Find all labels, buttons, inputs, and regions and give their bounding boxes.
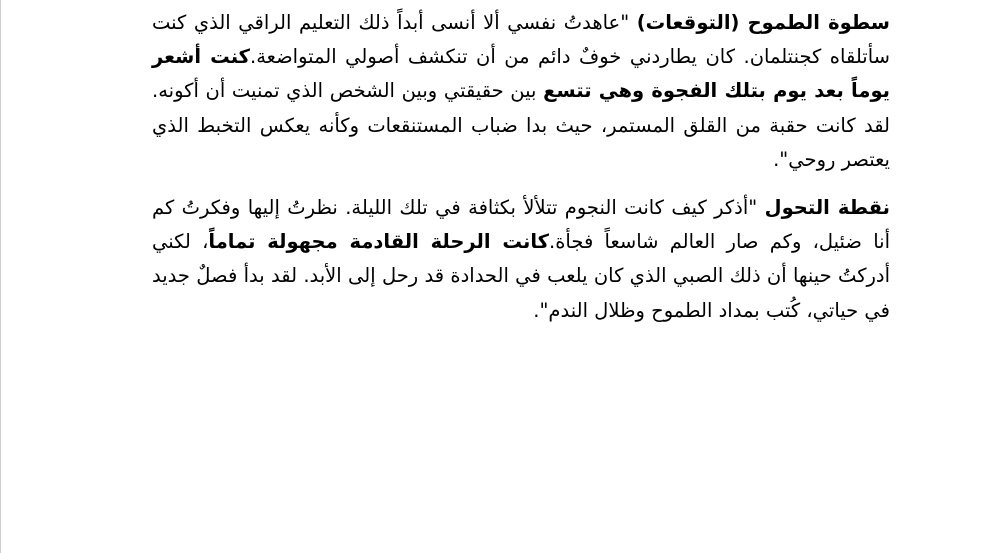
- page-left-border: [0, 0, 1, 553]
- document-body: [152, 6, 890, 328]
- paragraph-text: "عاهدتُ نفسي ألا أنسى أبداً ذلك التعليم الراقي الذي كنت سأتلقاه كجنتلمان. كان يطاردني خوفٌ دائم من أن تنكشف أصولي المتواضعة.: [152, 11, 890, 69]
- paragraph-ambition: [152, 6, 890, 177]
- emphasis-text: كنت أشعر يوماً بعد يوم بتلك الفجوة وهي تتسع: [152, 45, 890, 103]
- paragraph-text: بين حقيقتي وبين الشخص الذي تمنيت أن أكونه. لقد كانت حقبة من القلق المستمر، حيث بدا ضباب المستنقعات وكأنه يعكس التخبط الذي يعتصر روحي".: [152, 79, 890, 171]
- emphasis-text: كانت الرحلة القادمة مجهولة تماماً: [208, 230, 550, 254]
- paragraph-turning-point: [152, 191, 890, 328]
- paragraph-text: "أذكر كيف كانت النجوم تتلألأ بكثافة في تلك الليلة. نظرتُ إليها وفكرتُ كم أنا ضئيل، وكم صار العالم شاسعاً فجأة.: [152, 196, 891, 254]
- heading-turning-point: نقطة التحول: [764, 196, 890, 220]
- paragraph-text: ، لكني أدركتُ حينها أن ذلك الصبي الذي كان يلعب في الحدادة قد رحل إلى الأبد. لقد بدأ فصلٌ جديد في حياتي، كُتب بمداد الطموح وظلال الندم".: [152, 230, 890, 322]
- heading-ambition: سطوة الطموح (التوقعات): [636, 11, 890, 34]
